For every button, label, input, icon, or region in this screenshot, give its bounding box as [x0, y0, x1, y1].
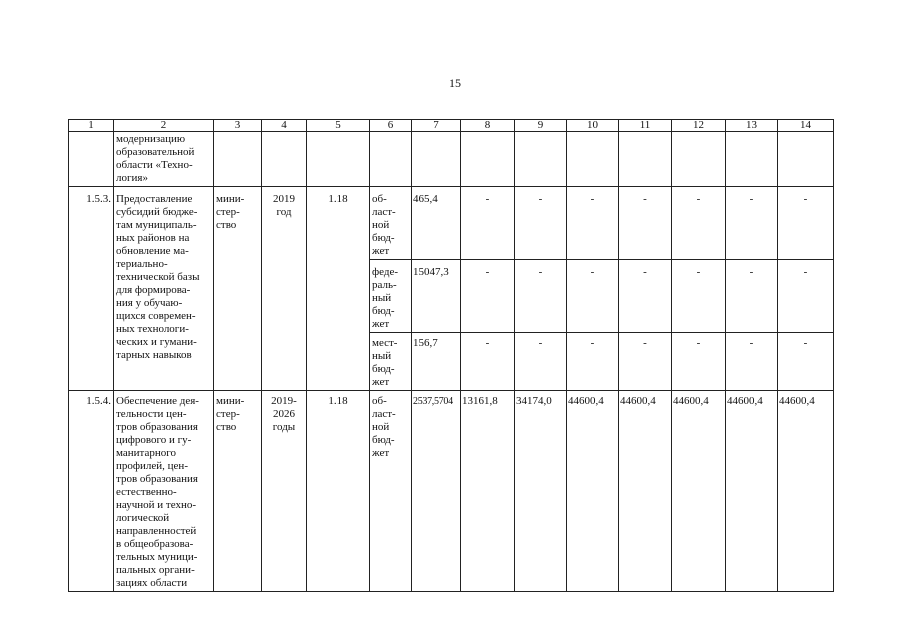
column-header: 4: [262, 120, 307, 132]
cell-value: -: [515, 187, 567, 260]
cell-value: 44600,4: [778, 391, 834, 592]
cell-value: 15047,3: [412, 260, 461, 333]
cell-empty: [461, 132, 515, 187]
cell-value: 44600,4: [726, 391, 778, 592]
column-header: 9: [515, 120, 567, 132]
cell-item-number: 1.5.3.: [69, 187, 114, 391]
cell-empty: [726, 132, 778, 187]
cell-value: -: [515, 333, 567, 391]
cell-value: -: [515, 260, 567, 333]
cell-value: -: [672, 187, 726, 260]
cell-event-name: Предоставление субсидий бюдже- там муниципаль- ных районов на обновление ма- териально- технической базы для формирова- ния у обучаю- щихся современ- ных технологи- ческих и гумани- тарных навыков: [114, 187, 214, 391]
budget-table: [68, 119, 834, 592]
page-number: 15: [449, 76, 461, 90]
column-header: 12: [672, 120, 726, 132]
column-header: 11: [619, 120, 672, 132]
cell-value: 156,7: [412, 333, 461, 391]
column-header: 13: [726, 120, 778, 132]
cell-value: -: [619, 333, 672, 391]
cell-value: 44600,4: [672, 391, 726, 592]
column-header: 14: [778, 120, 834, 132]
column-header: 7: [412, 120, 461, 132]
cell-empty: [214, 132, 262, 187]
cell-empty: [370, 132, 412, 187]
column-header: 5: [307, 120, 370, 132]
cell-empty: [262, 132, 307, 187]
cell-value: 44600,4: [619, 391, 672, 592]
column-header: 8: [461, 120, 515, 132]
cell-value: -: [461, 333, 515, 391]
cell-value: -: [619, 260, 672, 333]
cell-value: -: [778, 260, 834, 333]
table-row: [69, 187, 834, 260]
column-header-row: [69, 120, 834, 132]
cell-empty: [672, 132, 726, 187]
cell-funding-source: мест- ный бюд- жет: [370, 333, 412, 391]
cell-year: 2019 год: [262, 187, 307, 391]
cell-empty: [515, 132, 567, 187]
column-header: 3: [214, 120, 262, 132]
table-row: [69, 391, 834, 592]
cell-funding-source: феде- раль- ный бюд- жет: [370, 260, 412, 333]
cell-value: -: [672, 333, 726, 391]
column-header: 1: [69, 120, 114, 132]
cell-year: 2019- 2026 годы: [262, 391, 307, 592]
cell-value: -: [461, 260, 515, 333]
cell-value: 44600,4: [567, 391, 619, 592]
cell-event-name: модернизацию образовательной области «Техно- логия»: [114, 132, 214, 187]
cell-empty: [567, 132, 619, 187]
cell-funding-source: об- ласт- ной бюд- жет: [370, 391, 412, 592]
cell-value: 13161,8: [461, 391, 515, 592]
cell-indicator: 1.18: [307, 391, 370, 592]
cell-value: -: [726, 187, 778, 260]
cell-value: -: [461, 187, 515, 260]
column-header: 2: [114, 120, 214, 132]
cell-value: -: [672, 260, 726, 333]
cell-value: 465,4: [412, 187, 461, 260]
cell-value: -: [567, 333, 619, 391]
cell-executor: мини- стер- ство: [214, 391, 262, 592]
cell-value: -: [726, 333, 778, 391]
cell-funding-source: об- ласт- ной бюд- жет: [370, 187, 412, 260]
cell-value: -: [567, 260, 619, 333]
cell-value: -: [726, 260, 778, 333]
cell-event-name: Обеспечение дея- тельности цен- тров образования цифрового и гу- манитарного профилей, цен- тров образования естественно- научной и техно- логической направленностей в общеобразова- тельных муници- пальных органи- зациях области: [114, 391, 214, 592]
cell-empty: [412, 132, 461, 187]
cell-value: -: [778, 187, 834, 260]
cell-empty: [307, 132, 370, 187]
table-row-continued: [69, 132, 834, 187]
cell-value: -: [619, 187, 672, 260]
cell-empty: [778, 132, 834, 187]
cell-indicator: 1.18: [307, 187, 370, 391]
cell-empty: [69, 132, 114, 187]
cell-value: -: [778, 333, 834, 391]
cell-value: 34174,0: [515, 391, 567, 592]
cell-value: 2537,5704: [412, 391, 461, 592]
cell-value: -: [567, 187, 619, 260]
cell-executor: мини- стер- ство: [214, 187, 262, 391]
column-header: 10: [567, 120, 619, 132]
cell-empty: [619, 132, 672, 187]
column-header: 6: [370, 120, 412, 132]
cell-item-number: 1.5.4.: [69, 391, 114, 592]
